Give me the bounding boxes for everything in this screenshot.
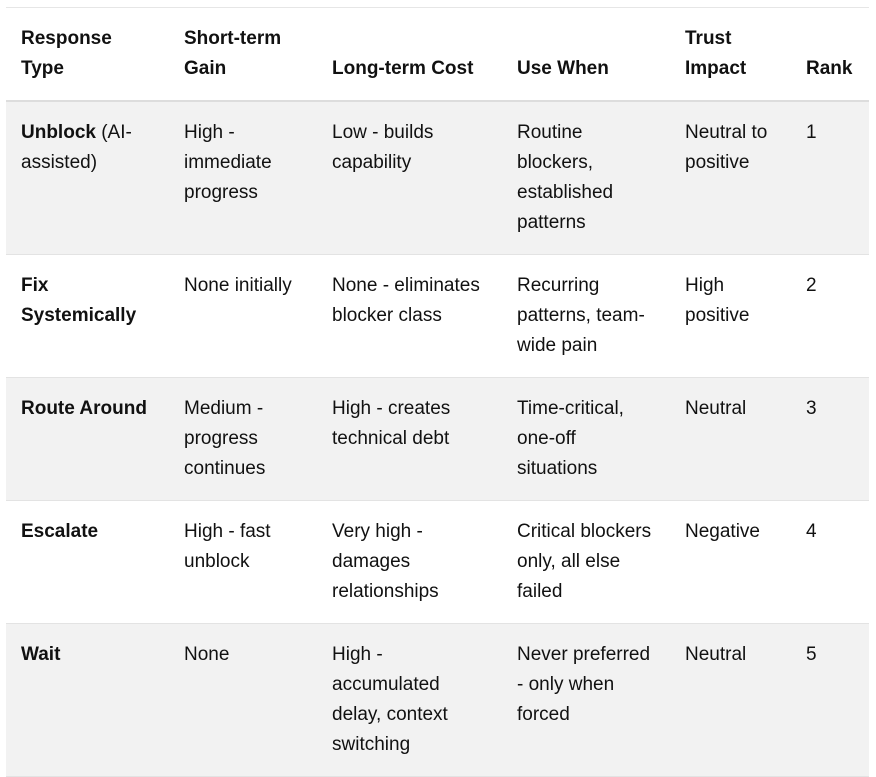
cell-use-when: Critical blockers only, all else failed xyxy=(502,501,670,624)
cell-long-term-cost: Very high - damages relationships xyxy=(317,501,502,624)
cell-use-when: Time-critical, one-off situations xyxy=(502,378,670,501)
cell-use-when: Recurring patterns, team-wide pain xyxy=(502,255,670,378)
table-row xyxy=(6,624,869,777)
cell-trust-impact: High positive xyxy=(670,255,791,378)
table-row xyxy=(6,255,869,378)
response-type-note: (AI-assisted) xyxy=(21,122,132,173)
table-header xyxy=(6,8,869,102)
header-long-term-cost: Long-term Cost xyxy=(317,8,502,102)
cell-short-term-gain: High - fast unblock xyxy=(169,501,317,624)
cell-long-term-cost: None - eliminates blocker class xyxy=(317,255,502,378)
cell-rank: 4 xyxy=(791,501,869,624)
cell-short-term-gain: None initially xyxy=(169,255,317,378)
cell-short-term-gain: High - immediate progress xyxy=(169,101,317,255)
cell-response-type xyxy=(6,501,169,624)
header-use-when: Use When xyxy=(502,8,670,102)
cell-long-term-cost: High - creates technical debt xyxy=(317,378,502,501)
response-type-name: Escalate xyxy=(21,521,99,542)
header-short-term-gain: Short-term Gain xyxy=(169,8,317,102)
cell-trust-impact: Neutral xyxy=(670,624,791,777)
header-response-type: Response Type xyxy=(6,8,169,102)
response-type-name: Unblock xyxy=(21,122,96,143)
cell-use-when: Routine blockers, established patterns xyxy=(502,101,670,255)
header-trust-impact: Trust Impact xyxy=(670,8,791,102)
response-type-name: Route Around xyxy=(21,398,147,419)
cell-long-term-cost: High - accumulated delay, context switching xyxy=(317,624,502,777)
cell-rank: 3 xyxy=(791,378,869,501)
table-row xyxy=(6,101,869,255)
table-body xyxy=(6,101,869,777)
header-rank: Rank xyxy=(791,8,869,102)
cell-short-term-gain: None xyxy=(169,624,317,777)
comparison-table-container xyxy=(6,7,869,777)
cell-response-type xyxy=(6,101,169,255)
response-comparison-table xyxy=(6,7,869,777)
cell-trust-impact: Negative xyxy=(670,501,791,624)
cell-rank: 1 xyxy=(791,101,869,255)
cell-response-type xyxy=(6,624,169,777)
cell-rank: 5 xyxy=(791,624,869,777)
header-row xyxy=(6,8,869,102)
cell-long-term-cost: Low - builds capability xyxy=(317,101,502,255)
cell-response-type xyxy=(6,378,169,501)
response-type-name: Wait xyxy=(21,644,61,665)
cell-response-type xyxy=(6,255,169,378)
cell-rank: 2 xyxy=(791,255,869,378)
table-row xyxy=(6,501,869,624)
table-row xyxy=(6,378,869,501)
response-type-name: Fix Systemically xyxy=(21,275,137,326)
cell-short-term-gain: Medium - progress continues xyxy=(169,378,317,501)
cell-use-when: Never preferred - only when forced xyxy=(502,624,670,777)
cell-trust-impact: Neutral xyxy=(670,378,791,501)
cell-trust-impact: Neutral to positive xyxy=(670,101,791,255)
